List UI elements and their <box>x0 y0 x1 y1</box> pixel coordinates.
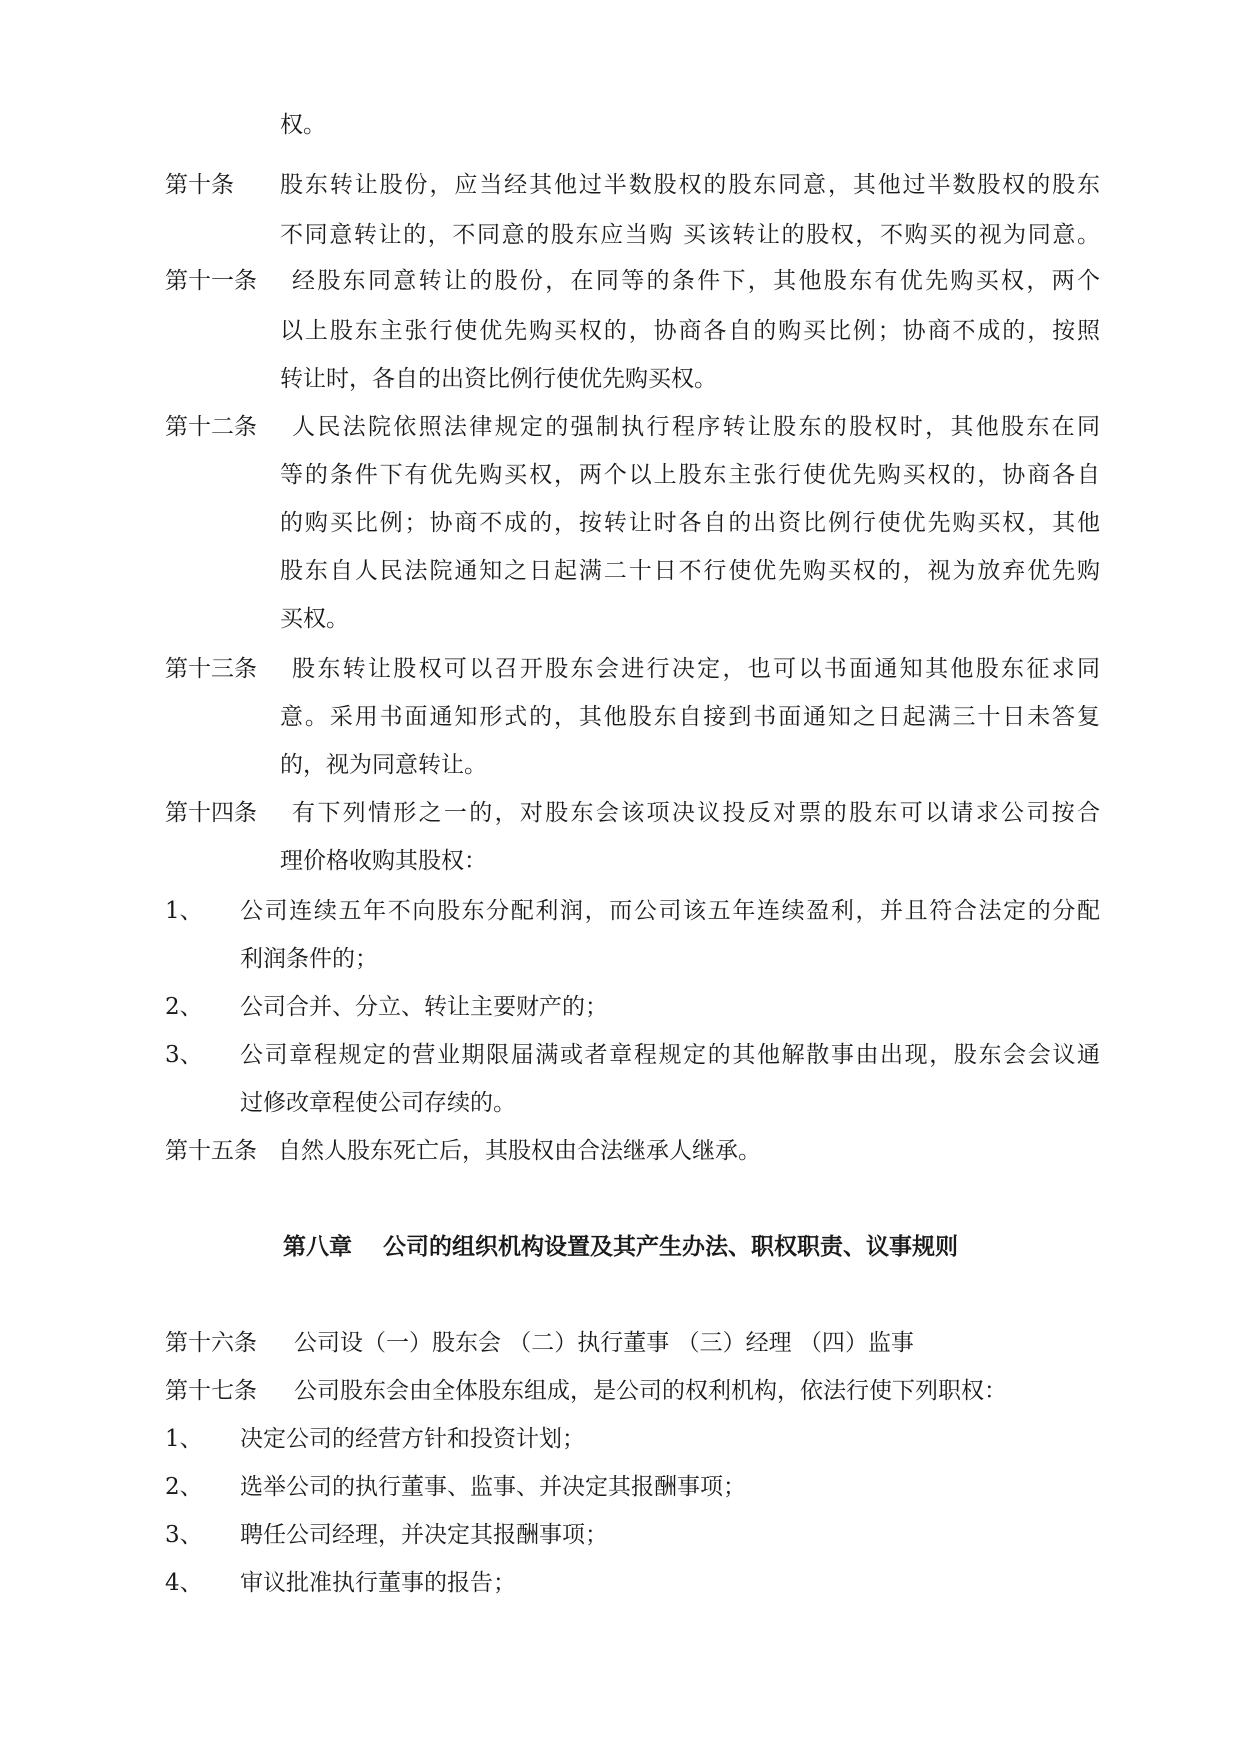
article-14-line-2: 理价格收购其股权： <box>280 848 487 874</box>
article-10-line-1: 股东转让股份，应当经其他过半数股权的股东同意，其他过半数股权的股东 <box>280 172 1100 198</box>
article-12-line-4: 股东自人民法院通知之日起满二十日不行使优先购买权的，视为放弃优先购 <box>280 558 1100 584</box>
article-11-line-2: 以上股东主张行使优先购买权的，协商各自的购买比例；协商不成的，按照 <box>280 318 1100 344</box>
article-14-item-3-line-2: 过修改章程使公司存续的。 <box>240 1090 516 1116</box>
article-17-item-2-text: 选举公司的执行董事、监事、并决定其报酬事项； <box>240 1474 746 1500</box>
article-13-number: 第十三条 <box>165 656 257 682</box>
article-14-item-2-line-1: 公司合并、分立、转让主要财产的； <box>240 994 608 1020</box>
article-14-line-1: 有下列情形之一的，对股东会该项决议投反对票的股东可以请求公司按合 <box>292 800 1100 826</box>
article-12-line-1: 人民法院依照法律规定的强制执行程序转让股东的股权时，其他股东在同 <box>292 414 1100 440</box>
article-14-item-1-number: 1、 <box>165 898 203 924</box>
article-17-number: 第十七条 <box>165 1378 257 1404</box>
article-14-item-1-line-2: 利润条件的； <box>240 946 378 972</box>
article-15-line-1: 自然人股东死亡后，其股权由合法继承人继承。 <box>278 1138 761 1164</box>
article-16-number: 第十六条 <box>165 1330 257 1356</box>
article-14-item-2-number: 2、 <box>165 994 203 1020</box>
article-13-line-3: 的，视为同意转让。 <box>280 752 487 778</box>
article-17-line-1: 公司股东会由全体股东组成，是公司的权利机构，依法行使下列职权： <box>294 1378 1007 1404</box>
article-17-item-1-number: 1、 <box>165 1426 203 1452</box>
article-15-number: 第十五条 <box>165 1138 257 1164</box>
article-17-item-3-text: 聘任公司经理，并决定其报酬事项； <box>240 1522 608 1548</box>
article-17-item-1-text: 决定公司的经营方针和投资计划； <box>240 1426 585 1452</box>
article-13-line-1: 股东转让股权可以召开股东会进行决定，也可以书面通知其他股东征求同 <box>292 656 1100 682</box>
article-10-line-2: 不同意转让的，不同意的股东应当购 买该转让的股权，不购买的视为同意。 <box>280 222 1100 248</box>
article-14-number: 第十四条 <box>165 800 257 826</box>
chapter-8-title: 第八章 公司的组织机构设置及其产生办法、职权职责、议事规则 <box>282 1233 958 1260</box>
article-12-line-3: 的购买比例；协商不成的，按转让时各自的出资比例行使优先购买权，其他 <box>280 510 1100 536</box>
continued-text: 权。 <box>280 112 326 138</box>
article-17-item-2-number: 2、 <box>165 1474 203 1500</box>
article-11-line-1: 经股东同意转让的股份，在同等的条件下，其他股东有优先购买权，两个 <box>292 268 1100 294</box>
article-17-item-4-number: 4、 <box>165 1570 203 1596</box>
article-12-line-2: 等的条件下有优先购买权，两个以上股东主张行使优先购买权的，协商各自 <box>280 462 1100 488</box>
article-10-number: 第十条 <box>165 172 234 198</box>
article-11-number: 第十一条 <box>165 268 257 294</box>
article-12-number: 第十二条 <box>165 414 257 440</box>
article-14-item-3-line-1: 公司章程规定的营业期限届满或者章程规定的其他解散事由出现，股东会会议通 <box>240 1042 1100 1068</box>
article-16-line-1: 公司设（一）股东会 （二）执行董事 （三）经理 （四）监事 <box>294 1330 914 1356</box>
article-11-line-3: 转让时，各自的出资比例行使优先购买权。 <box>280 366 717 392</box>
article-17-item-3-number: 3、 <box>165 1522 203 1548</box>
article-14-item-3-number: 3、 <box>165 1042 203 1068</box>
article-13-line-2: 意。采用书面通知形式的，其他股东自接到书面通知之日起满三十日未答复 <box>280 704 1100 730</box>
article-12-line-5: 买权。 <box>280 606 349 632</box>
article-14-item-1-line-1: 公司连续五年不向股东分配利润，而公司该五年连续盈利，并且符合法定的分配 <box>240 898 1100 924</box>
article-17-item-4-text: 审议批准执行董事的报告； <box>240 1570 516 1596</box>
